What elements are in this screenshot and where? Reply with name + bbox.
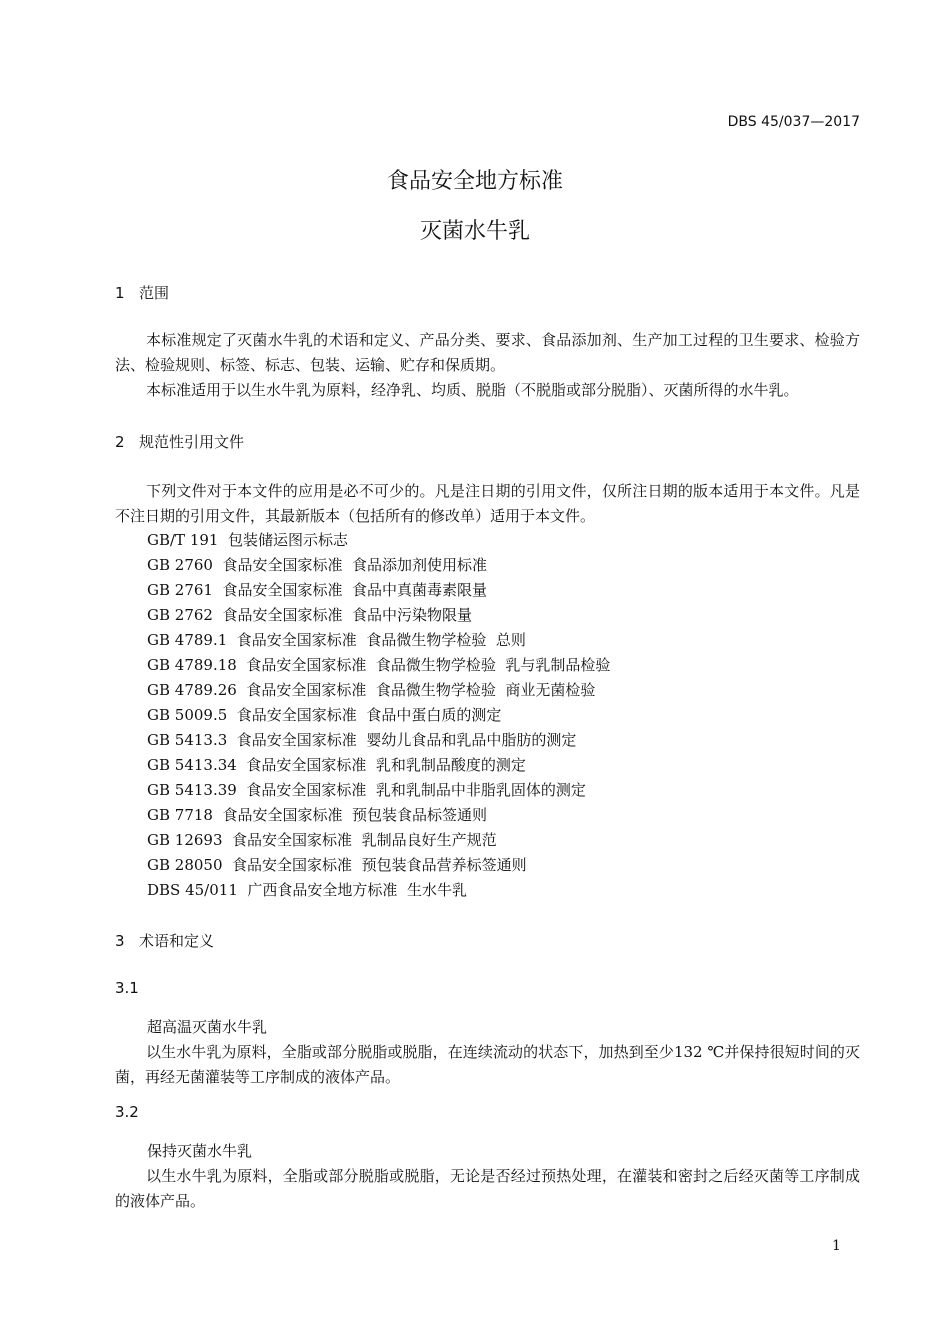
reference-item: GB 5009.5 食品安全国家标准 食品中蛋白质的测定: [147, 706, 502, 724]
reference-item: GB 4789.18 食品安全国家标准 食品微生物学检验 乳与乳制品检验: [147, 656, 611, 674]
reference-item: GB 28050 食品安全国家标准 预包装食品营养标签通则: [147, 856, 527, 874]
reference-item: GB 7718 食品安全国家标准 预包装食品标签通则: [147, 806, 488, 824]
term-title: 超高温灭菌水牛乳: [147, 1018, 268, 1036]
scope-paragraph-2: 本标准适用于以生水牛乳为原料，经净乳、均质、脱脂（不脱脂或部分脱脂）、灭菌所得的水牛乳。: [146, 381, 799, 399]
section-title: 规范性引用文件: [139, 433, 245, 451]
section-title: 范围: [139, 284, 170, 302]
reference-item: GB 5413.3 食品安全国家标准 婴幼儿食品和乳品中脂肪的测定: [147, 731, 577, 749]
scope-paragraph-1: 本标准规定了灭菌水牛乳的术语和定义、产品分类、要求、食品添加剂、生产加工过程的卫生要求、检验方法、检验规则、标签、标志、包装、运输、贮存和保质期。: [115, 331, 860, 374]
reference-item: GB 2762 食品安全国家标准 食品中污染物限量: [147, 606, 473, 624]
normative-intro-paragraph: 下列文件对于本文件的应用是必不可少的。凡是注日期的引用文件，仅所注日期的版本适用于本文件。凡是不注日期的引用文件，其最新版本（包括所有的修改单）适用于本文件。: [115, 482, 860, 525]
section-heading-scope: [115, 282, 169, 303]
section-number: 2: [115, 433, 125, 451]
standard-code: DBS 45/037—2017: [727, 114, 860, 130]
section-number: 3: [115, 932, 125, 950]
section-title: 术语和定义: [139, 932, 215, 950]
reference-item: GB 5413.34 食品安全国家标准 乳和乳制品酸度的测定: [147, 756, 526, 774]
document-title: 食品安全地方标准: [386, 169, 563, 194]
section-number: 1: [115, 284, 125, 302]
page-number: 1: [832, 1238, 841, 1254]
section-heading-terms: [115, 930, 214, 951]
term-number: 3.1: [115, 979, 139, 997]
term-title: 保持灭菌水牛乳: [147, 1142, 253, 1160]
reference-item: GB 4789.1 食品安全国家标准 食品微生物学检验 总则: [147, 631, 526, 649]
reference-item: GB 2760 食品安全国家标准 食品添加剂使用标准: [147, 556, 488, 574]
term-definition: 以生水牛乳为原料，全脂或部分脱脂或脱脂，在连续流动的状态下，加热到至少132 ℃并保持很短时间的灭菌，再经无菌灌装等工序制成的液体产品。: [115, 1043, 860, 1086]
reference-item: GB 12693 食品安全国家标准 乳制品良好生产规范: [147, 831, 497, 849]
reference-item: GB 4789.26 食品安全国家标准 食品微生物学检验 商业无菌检验: [147, 681, 596, 699]
section-heading-normative: [115, 431, 244, 452]
term-definition: 以生水牛乳为原料，全脂或部分脱脂或脱脂，无论是否经过预热处理，在灌装和密封之后经灭菌等工序制成的液体产品。: [115, 1167, 860, 1210]
reference-item: GB 2761 食品安全国家标准 食品中真菌毒素限量: [147, 581, 488, 599]
reference-item: GB 5413.39 食品安全国家标准 乳和乳制品中非脂乳固体的测定: [147, 781, 586, 799]
document-subtitle: 灭菌水牛乳: [419, 219, 530, 244]
term-number: 3.2: [115, 1103, 139, 1121]
reference-item: GB/T 191 包装储运图示标志: [147, 531, 348, 549]
reference-item: DBS 45/011 广西食品安全地方标准 生水牛乳: [147, 881, 467, 899]
